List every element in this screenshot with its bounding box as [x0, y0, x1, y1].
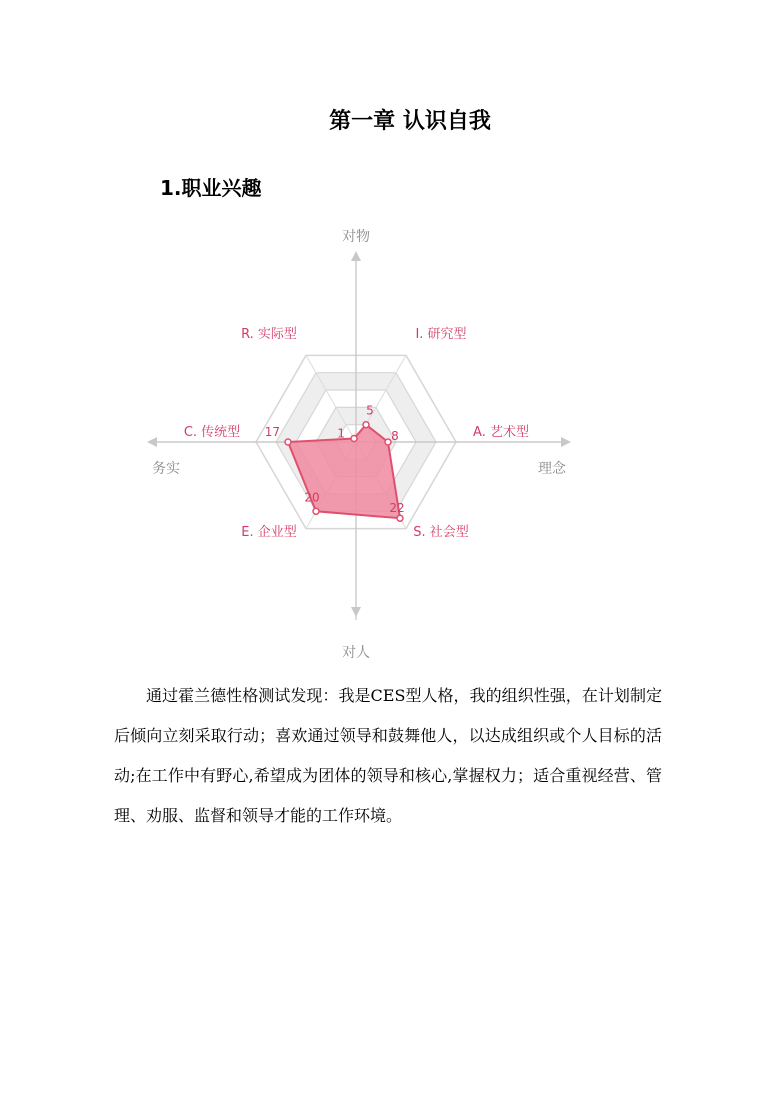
data-point	[313, 508, 319, 514]
value-label: 17	[264, 425, 280, 439]
value-label: 20	[304, 490, 320, 505]
value-label: 5	[366, 403, 374, 418]
axis-label-top: 对物	[342, 229, 370, 245]
type-label: R. 实际型	[241, 327, 297, 342]
type-label: S. 社会型	[413, 525, 469, 540]
data-point	[285, 439, 291, 445]
data-point	[385, 439, 391, 445]
data-point	[363, 422, 369, 428]
data-point	[351, 436, 357, 442]
axis-label-right: 理念	[538, 461, 566, 477]
type-label: E. 企业型	[241, 525, 297, 540]
value-label: 22	[389, 501, 405, 516]
type-label: C. 传统型	[183, 425, 241, 440]
type-label: A. 艺术型	[473, 425, 529, 440]
value-label: 1	[337, 426, 345, 441]
body-text	[114, 676, 662, 836]
page-title: 第一章 认识自我	[329, 109, 491, 134]
axis-label-bottom: 对人	[342, 645, 370, 661]
axis-label-left: 务实	[152, 461, 180, 477]
section-heading: 1.职业兴趣	[160, 176, 262, 200]
value-label: 8	[391, 429, 399, 443]
type-label: I. 研究型	[415, 327, 467, 342]
holland-radar-chart	[0, 200, 774, 670]
body-paragraph: 通过霍兰德性格测试发现：我是CES型人格，我的组织性强，在计划制定后倾向立刻采取行动；喜欢通过领导和鼓舞他人，以达成组织或个人目标的活动;在工作中有野心,希望成为团体的领导和核心,掌握权力；适合重视经营、管理、劝服、监督和领导才能的工作环境。	[114, 686, 662, 825]
radar-svg	[0, 200, 774, 670]
data-point	[397, 515, 403, 521]
